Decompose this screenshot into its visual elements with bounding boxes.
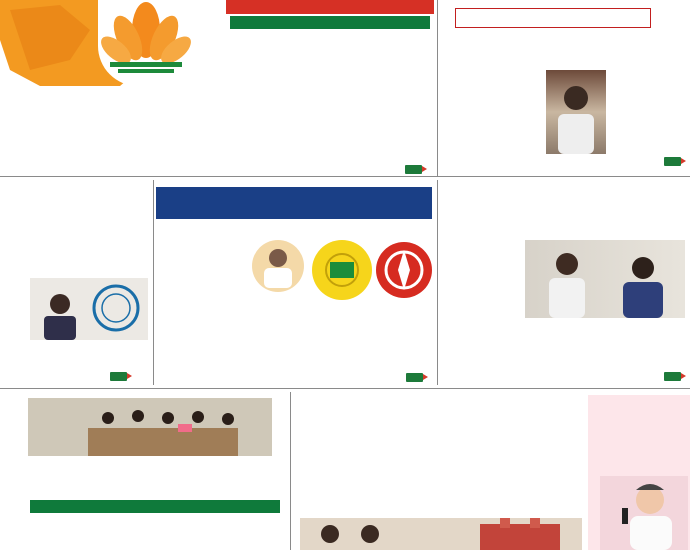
invest-sub-bar bbox=[30, 500, 280, 513]
invest-photo bbox=[28, 398, 272, 456]
divider-ap-left bbox=[153, 180, 154, 385]
revanth-photo bbox=[30, 278, 148, 340]
harish-photo bbox=[600, 476, 688, 550]
conference-photo-icon bbox=[28, 398, 272, 456]
top-col1b-body bbox=[104, 86, 206, 170]
jharkhand-body-right bbox=[610, 70, 688, 164]
gram-more-link[interactable] bbox=[664, 372, 681, 381]
jharkhand-photo bbox=[546, 70, 606, 154]
ap-more-link[interactable] bbox=[406, 373, 423, 382]
top-more-link[interactable] bbox=[405, 165, 422, 174]
ap-party-logos bbox=[250, 222, 432, 312]
divider-hc-left bbox=[290, 392, 291, 550]
invest-body2 bbox=[113, 517, 193, 550]
gram-body3 bbox=[604, 322, 686, 370]
gram-body2 bbox=[525, 322, 601, 382]
highcourt-photo-icon bbox=[300, 518, 582, 550]
divider-h1 bbox=[0, 176, 690, 177]
top-col2-body bbox=[208, 31, 310, 123]
lotus-icon bbox=[98, 0, 194, 86]
portrait-seal-icon bbox=[30, 278, 148, 340]
revanth-more-link[interactable] bbox=[110, 372, 127, 381]
top-kicker bbox=[230, 16, 430, 29]
jharkhand-header-bar bbox=[455, 8, 651, 28]
top-col2-body-more bbox=[208, 134, 310, 172]
gram-photo bbox=[525, 240, 685, 318]
divider-top-right bbox=[437, 0, 438, 176]
gram-body bbox=[441, 240, 521, 328]
ap-body-lower bbox=[158, 336, 334, 384]
top-headline-banner bbox=[226, 0, 434, 14]
party-symbols-icon bbox=[250, 222, 432, 312]
ap-body-right bbox=[338, 312, 432, 382]
person-icon bbox=[546, 70, 606, 154]
jharkhand-more-link[interactable] bbox=[664, 157, 681, 166]
top-col3-body-more bbox=[314, 103, 432, 163]
divider-gram-left bbox=[437, 180, 438, 385]
top-col3-body bbox=[314, 31, 432, 93]
invest-body1 bbox=[30, 517, 110, 550]
hc-photos bbox=[300, 518, 582, 550]
top-col1-body bbox=[2, 86, 102, 170]
speaker-photo-icon bbox=[600, 476, 688, 550]
ap-headline-bar bbox=[156, 187, 432, 219]
divider-h2 bbox=[0, 388, 690, 389]
bjp-lotus-logo bbox=[98, 0, 194, 86]
jharkhand-body bbox=[446, 66, 544, 164]
ap-body-left bbox=[158, 252, 248, 332]
invest-body3 bbox=[196, 517, 280, 550]
meeting-photo-icon bbox=[525, 240, 685, 318]
